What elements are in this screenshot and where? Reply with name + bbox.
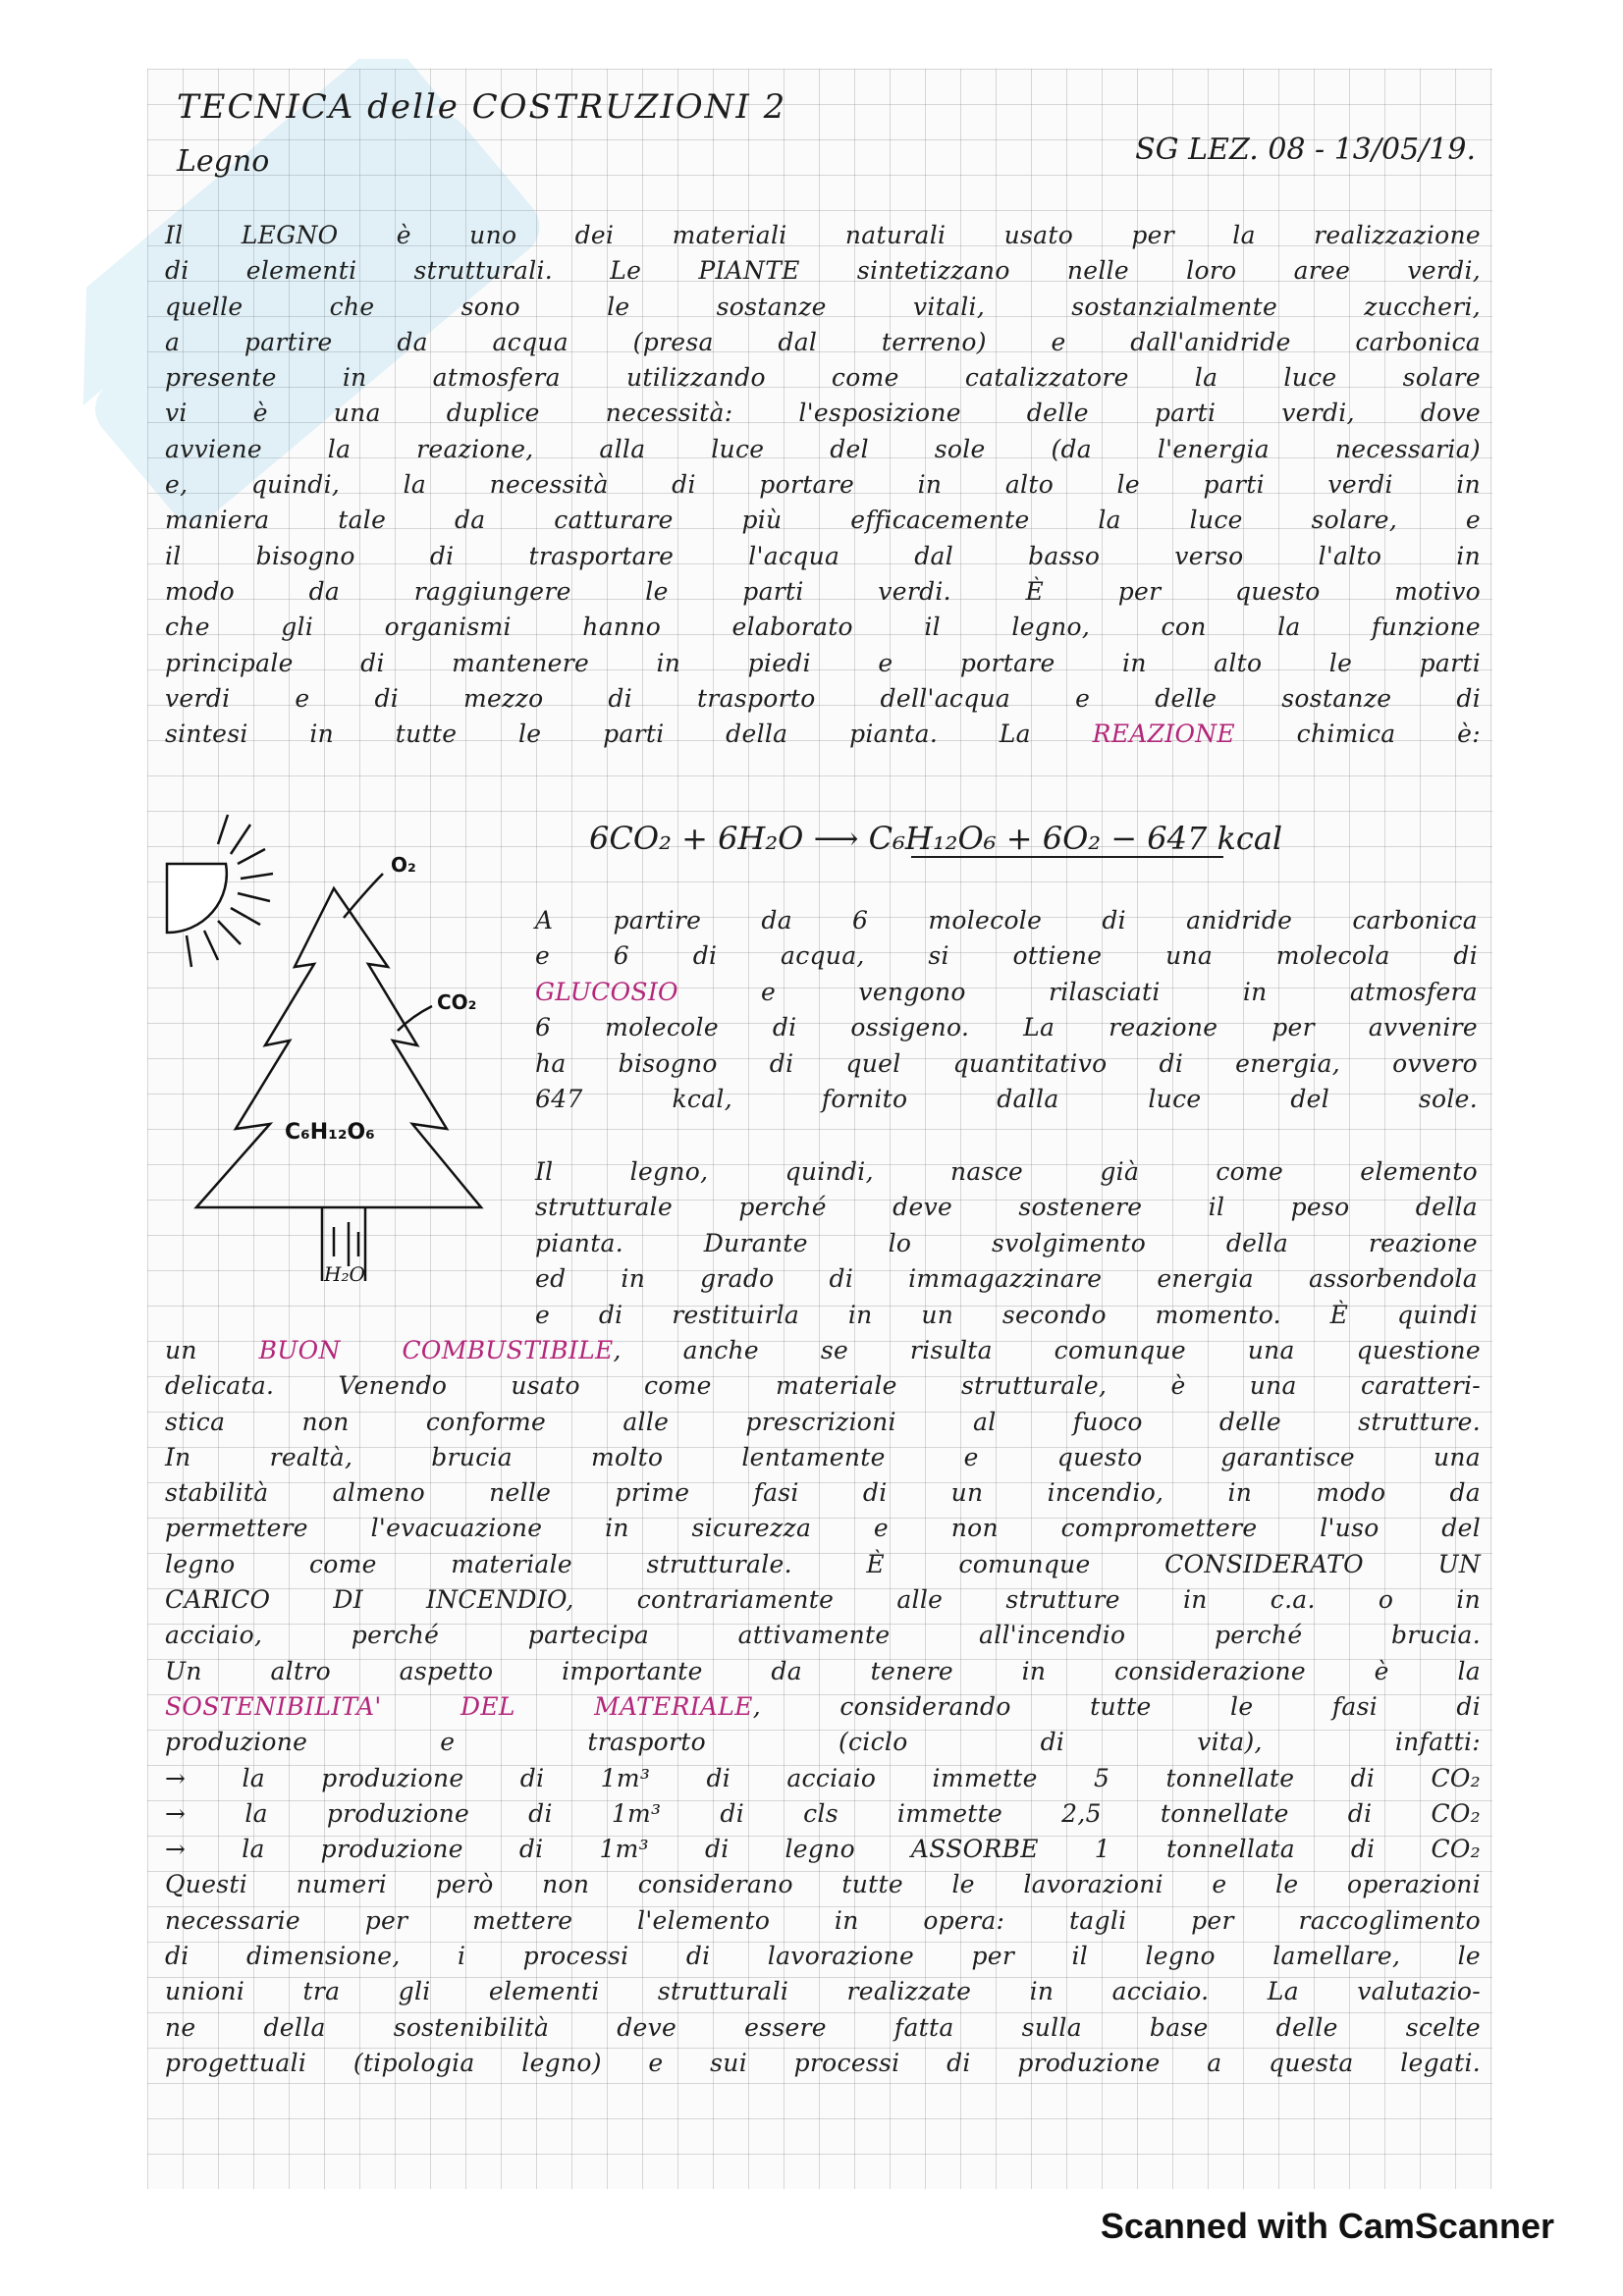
highlighted-term: GLUCOSIO [535, 977, 678, 1006]
text-segment: ha bisogno di quel quantitativo di energia, ovvero [535, 1048, 1478, 1078]
text-line [535, 1010, 1478, 1045]
text-line [165, 290, 1481, 325]
text-segment: unioni tra gli elementi strutturali realizzate in acciaio. La valutazio- [165, 1977, 1481, 2006]
paragraph-2 [535, 903, 1478, 1117]
text-segment: Il LEGNO è uno dei materiali naturali usato per la realizzazione [165, 221, 1481, 249]
text-line [165, 1867, 1481, 1902]
text-segment: legno come materiale strutturale. È comunque CONSIDERATO UN [165, 1549, 1481, 1578]
text-line [165, 539, 1481, 574]
text-line [535, 975, 1478, 1010]
text-line [165, 1725, 1481, 1760]
co2-label: CO₂ [437, 990, 477, 1014]
text-line [165, 1475, 1481, 1511]
text-line [535, 1190, 1478, 1225]
text-segment: 647 kcal, fornito dalla luce del sole. [535, 1084, 1478, 1113]
text-segment: progettuali (tipologia legno) e sui processi di produzione a questa legati. [165, 2048, 1481, 2077]
text-segment: modo da raggiungere le parti verdi. È per questo motivo [165, 576, 1481, 606]
text-line [165, 218, 1481, 253]
tree-icon [196, 874, 481, 1281]
text-line [165, 360, 1481, 396]
text-segment: , anche se risulta comunque una questione [613, 1336, 1481, 1364]
text-line [535, 1046, 1478, 1082]
text-segment: verdi e di mezzo di trasporto dell'acqua e delle sostanze di [165, 683, 1481, 713]
text-segment: Questi numeri però non considerano tutte le lavorazioni e le operazioni [165, 1870, 1481, 1899]
lecture-date: SG LEZ. 08 - 13/05/19. [1135, 133, 1476, 167]
text-line [165, 467, 1481, 503]
equation-underline [911, 856, 1223, 858]
text-segment: → la produzione di 1m³ di acciaio immette 5 tonnellate di CO₂ [165, 1763, 1481, 1792]
text-segment: stica non conforme alle prescrizioni al fuoco delle strutture. [165, 1407, 1481, 1436]
text-line [535, 1298, 1478, 1333]
text-segment: il bisogno di trasportare l'acqua dal basso verso l'alto in [165, 541, 1481, 570]
text-line [165, 1618, 1481, 1653]
text-segment: e, quindi, la necessità di portare in alto le parti verdi in [165, 470, 1481, 500]
text-line [535, 1154, 1478, 1190]
text-segment: e di restituirla in un secondo momento. È quindi [535, 1300, 1478, 1329]
text-segment: 6 molecole di ossigeno. La reazione per avvenire [535, 1013, 1478, 1042]
text-line [165, 1333, 1481, 1368]
text-line [165, 1689, 1481, 1725]
text-line [535, 1261, 1478, 1297]
highlighted-term: REAZIONE [1092, 720, 1235, 749]
text-segment: permettere l'evacuazione in sicurezza e non compromettere l'uso del [165, 1514, 1481, 1543]
text-line [165, 681, 1481, 717]
text-line [165, 1368, 1481, 1404]
paragraph-4 [165, 1333, 1481, 2081]
text-segment: produzione e trasporto (ciclo di vita), infatti: [165, 1728, 1481, 1757]
text-segment: , considerando tutte le fasi di [752, 1691, 1482, 1721]
glucose-label: C₆H₁₂O₆ [285, 1120, 375, 1145]
text-segment: avviene la reazione, alla luce del sole (da l'energia necessaria) [165, 434, 1481, 463]
tree-diagram [157, 795, 530, 1286]
text-segment: → la produzione di 1m³ di cls immette 2,5 tonnellate di CO₂ [165, 1798, 1481, 1828]
h2o-label: H₂O [324, 1262, 365, 1286]
text-segment: In realtà, brucia molto lentamente e questo garantisce una [165, 1442, 1481, 1471]
text-segment: presente in atmosfera utilizzando come catalizzatore la luce solare [165, 363, 1481, 393]
sun-icon [167, 815, 273, 967]
text-segment: che gli organismi hanno elaborato il legno, con la funzione [165, 613, 1481, 642]
text-segment: pianta. Durante lo svolgimento della reazione [535, 1228, 1478, 1257]
text-line [165, 1440, 1481, 1475]
text-segment: di elementi strutturali. Le PIANTE sintetizzano nelle loro aree verdi, [165, 256, 1481, 286]
text-segment: necessarie per mettere l'elemento in opera: tagli per raccoglimento [165, 1905, 1481, 1935]
text-segment: Un altro aspetto importante da tenere in considerazione è la [165, 1656, 1481, 1685]
text-line [165, 610, 1481, 645]
text-segment: chimica è: [1234, 720, 1481, 749]
page-title: TECNICA delle COSTRUZIONI 2 [177, 87, 787, 127]
text-segment: Il legno, quindi, nasce già come elemento [535, 1157, 1478, 1186]
text-line [535, 1082, 1478, 1117]
text-segment: vi è una duplice necessità: l'esposizione delle parti verdi, dove [165, 399, 1481, 428]
text-line [165, 2010, 1481, 2046]
text-line [165, 1547, 1481, 1582]
text-line [165, 396, 1481, 431]
text-line [165, 717, 1481, 752]
highlighted-term: BUON COMBUSTIBILE [258, 1336, 614, 1364]
text-segment: acciaio, perché partecipa attivamente all'incendio perché brucia. [165, 1621, 1481, 1650]
text-line [165, 432, 1481, 467]
paragraph-3 [535, 1154, 1478, 1333]
text-segment: maniera tale da catturare più efficacemente la luce solare, e [165, 506, 1481, 535]
chemical-equation: 6CO₂ + 6H₂O ⟶ C₆H₁₂O₆ + 6O₂ − 647 kcal [589, 820, 1283, 857]
text-segment: e 6 di acqua, si ottiene una molecola di [535, 941, 1478, 971]
text-line [165, 503, 1481, 538]
text-line [165, 253, 1481, 289]
text-line [165, 646, 1481, 681]
text-segment: stabilità almeno nelle prime fasi di un incendio, in modo da [165, 1478, 1481, 1508]
text-segment: e vengono rilasciati in atmosfera [677, 977, 1478, 1006]
text-segment: → la produzione di 1m³ di legno ASSORBE 1 tonnellata di CO₂ [165, 1835, 1481, 1864]
text-segment: ne della sostenibilità deve essere fatta sulla base delle scelte [165, 2012, 1481, 2042]
text-line [535, 903, 1478, 938]
text-segment: principale di mantenere in piedi e portare in alto le parti [165, 648, 1481, 677]
text-line [535, 1226, 1478, 1261]
subject-label: Legno [177, 144, 270, 179]
text-segment: di dimensione, i processi di lavorazione per il legno lamellare, le [165, 1942, 1481, 1971]
text-segment: un [165, 1336, 259, 1364]
text-line [165, 2046, 1481, 2081]
text-line [165, 574, 1481, 610]
text-line [165, 1796, 1481, 1832]
text-line [165, 325, 1481, 360]
text-segment: A partire da 6 molecole di anidride carbonica [535, 906, 1478, 934]
text-line [535, 938, 1478, 974]
text-segment: sintesi in tutte le parti della pianta. La [165, 720, 1093, 749]
text-line [165, 1761, 1481, 1796]
text-segment: CARICO DI INCENDIO, contrariamente alle strutture in c.a. o in [165, 1585, 1481, 1615]
text-line [165, 1405, 1481, 1440]
text-segment: ed in grado di immagazzinare energia assorbendola [535, 1264, 1478, 1294]
text-line [165, 1974, 1481, 2009]
text-segment: quelle che sono le sostanze vitali, sostanzialmente zuccheri, [165, 292, 1481, 321]
text-line [165, 1832, 1481, 1867]
text-line [165, 1511, 1481, 1546]
paragraph-1 [165, 218, 1481, 752]
text-segment: a partire da acqua (presa dal terreno) e dall'anidride carbonica [165, 327, 1481, 356]
text-line [165, 1582, 1481, 1618]
text-line [165, 1654, 1481, 1689]
text-segment: delicata. Venendo usato come materiale strutturale, è una caratteri- [165, 1371, 1481, 1401]
text-segment: strutturale perché deve sostenere il peso della [535, 1193, 1478, 1222]
o2-label: O₂ [391, 853, 416, 877]
text-line [165, 1903, 1481, 1939]
scanner-footer: Scanned with CamScanner [1100, 2206, 1554, 2246]
text-line [165, 1939, 1481, 1974]
highlighted-term: SOSTENIBILITA' DEL MATERIALE [165, 1691, 753, 1721]
